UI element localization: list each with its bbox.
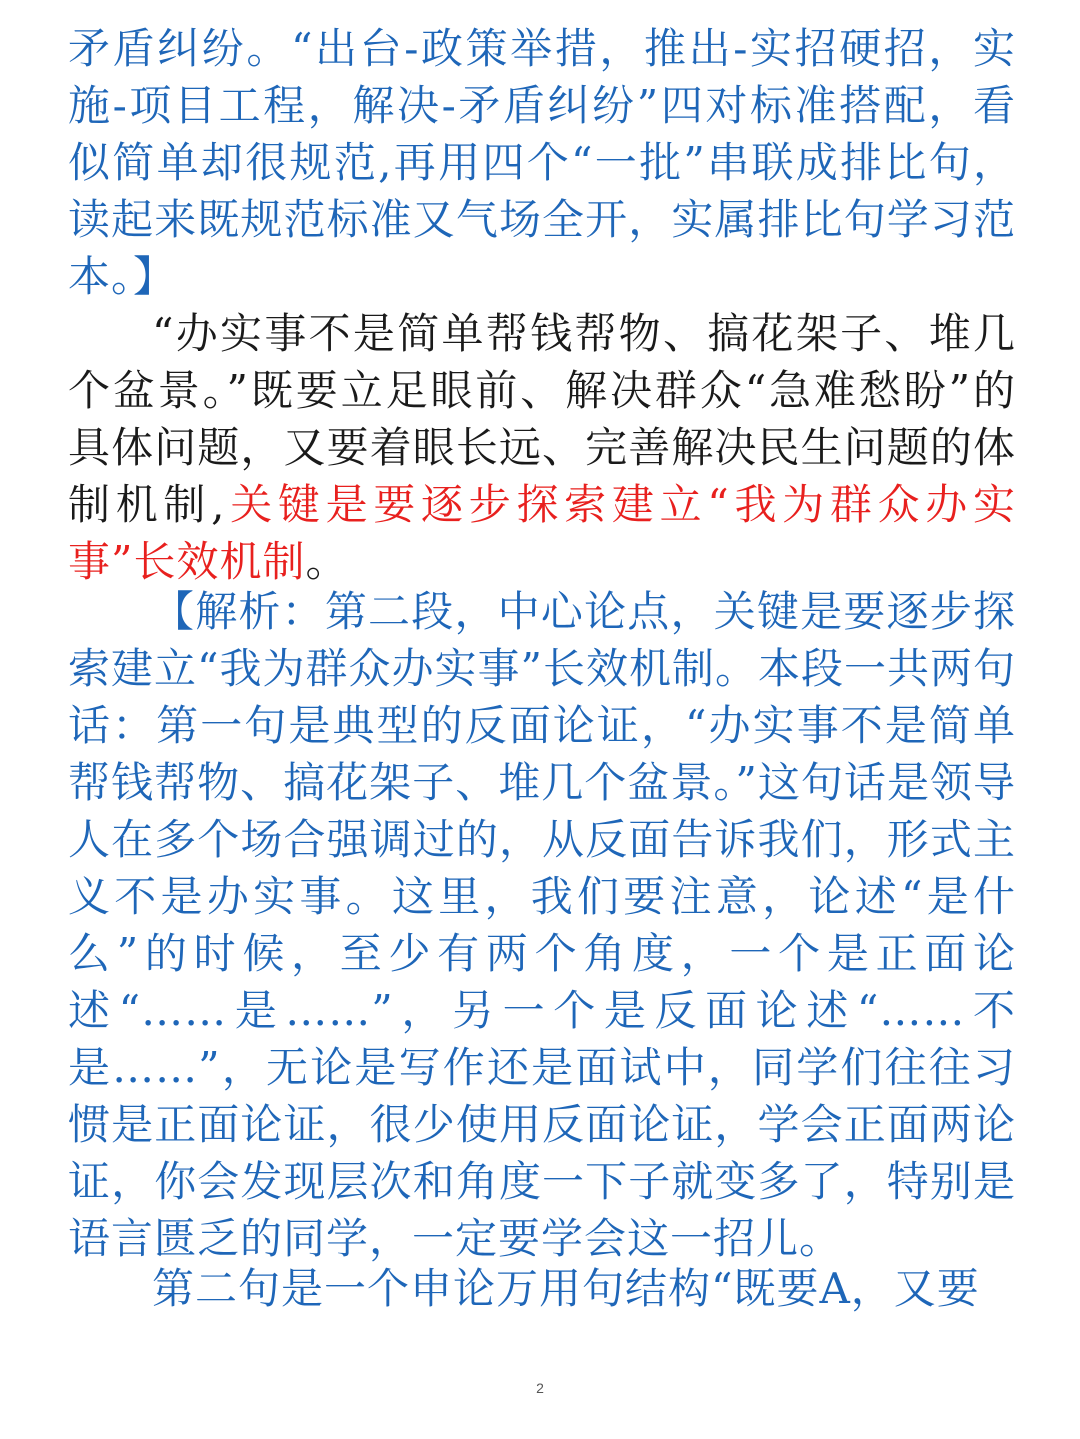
analysis-paragraph: 【解析：第二段，中心论点，关键是要逐步探索建立“我为群众办实事”长效机制。本段一共两句话：第一句是典型的反面论证，“办实事不是简单帮钱帮物、搞花架子、堆几个盆景。”这句话是领导人在多个场合强调过的，从反面告诉我们，形式主义不是办实事。这里，我们要注意，论述“是什么”的时候，至少有两个角度，一个是正面论述“……是……”，另一个是反面论述“……不是……”，无论是写作还是面试中，同学们往往习惯是正面论证，很少使用反面论证，学会正面两论证，你会发现层次和角度一下子就变多了，特别是语言匮乏的同学，一定要学会这一招儿。 <box>68 587 1016 1263</box>
body-text: “办实事不是简单帮钱帮物、搞花架子、堆几个盆景。”既要立足眼前、解决群众“急难愁盼”的具体问题，又要着眼长远、完善解决民生问题的体制机制, <box>68 309 1016 529</box>
highlighted-key-sentence: 关键是要逐步探索建立“我为群众办实事”长效机制 <box>68 480 1016 586</box>
body-paragraph <box>68 305 1016 590</box>
page-number: 2 <box>536 1380 544 1396</box>
analysis-second-sentence: 第二句是一个申论万用句结构“既要A，又要 <box>152 1264 980 1313</box>
body-text-end: 。 <box>305 537 349 586</box>
analysis-paragraph-continued: 矛盾纠纷。“出台-政策举措，推出-实招硬招，实施-项目工程，解决-矛盾纠纷”四对标准搭配，看似简单却很规范,再用四个“一批”串联成排比句，读起来既规范标准又气场全开，实属排比句学习范本。】 <box>68 24 1016 301</box>
